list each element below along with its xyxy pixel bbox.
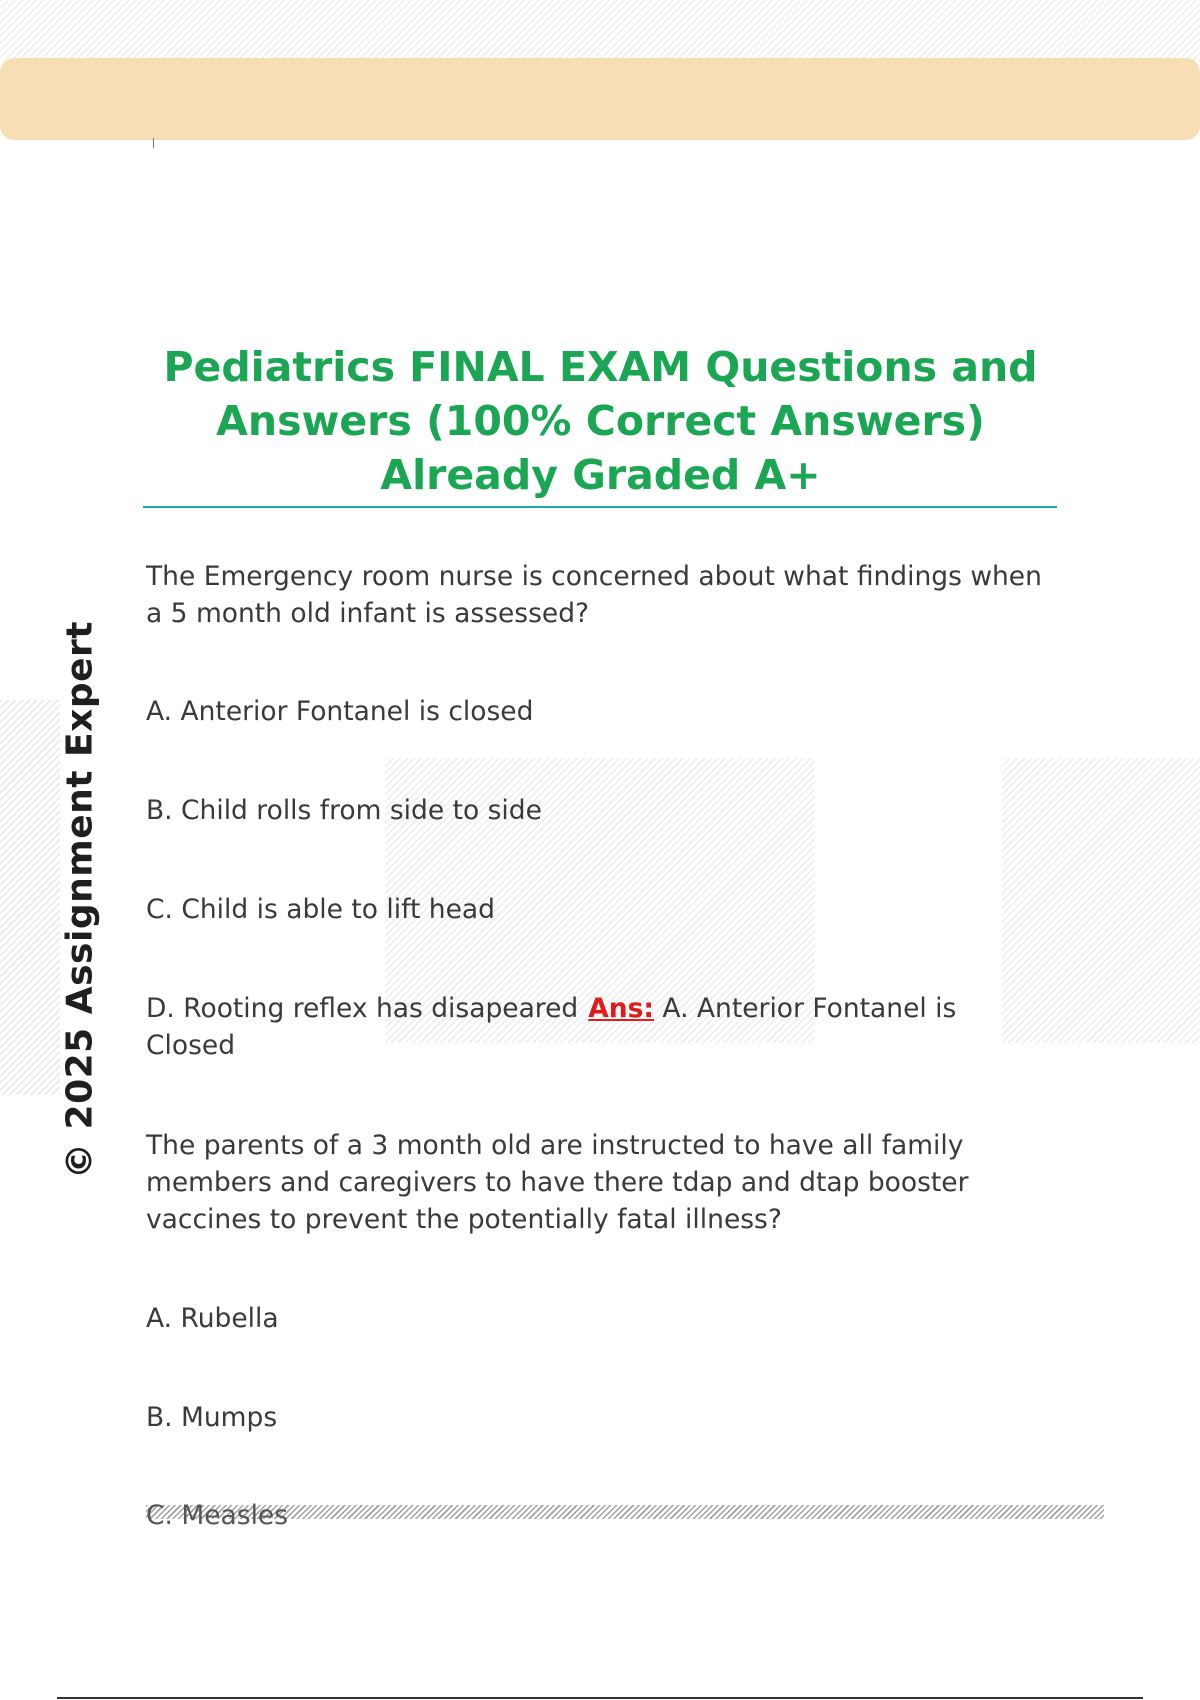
copyright-watermark: © 2025 Assignment Expert <box>59 621 101 1179</box>
document-title: Pediatrics FINAL EXAM Questions and Answers (100% Correct Answers) Already Graded A+ <box>163 343 1038 499</box>
question-1-option-b: B. Child rolls from side to side <box>146 795 542 826</box>
option-d-text: D. Rooting reflex has disapeared <box>146 993 579 1024</box>
tick-mark <box>153 138 154 148</box>
title-underline <box>143 506 1057 508</box>
top-pattern-band <box>0 0 1200 62</box>
question-1-text: The Emergency room nurse is concerned about what findings when a 5 month old infant is assessed? <box>146 561 1042 629</box>
question-2-option-b: B. Mumps <box>146 1402 278 1433</box>
question-1-option-a: A. Anterior Fontanel is closed <box>146 696 534 727</box>
left-pattern-band <box>0 700 60 1095</box>
question-2-text: The parents of a 3 month old are instructed to have all family members and caregivers to have there tdap and dtap booster vaccines to prevent the potentially fatal illness? <box>146 1130 969 1235</box>
question-1-option-d <box>146 990 1046 1064</box>
question-2-option-a: A. Rubella <box>146 1303 279 1334</box>
question-2-option-c: C. Measles <box>146 1500 289 1531</box>
top-banner <box>0 58 1200 140</box>
answer-label: Ans: <box>588 993 654 1024</box>
answer-text: A. Anterior Fontanel is Closed <box>146 993 957 1061</box>
bottom-rule <box>57 1697 1143 1699</box>
question-1-option-c: C. Child is able to lift head <box>146 894 495 925</box>
